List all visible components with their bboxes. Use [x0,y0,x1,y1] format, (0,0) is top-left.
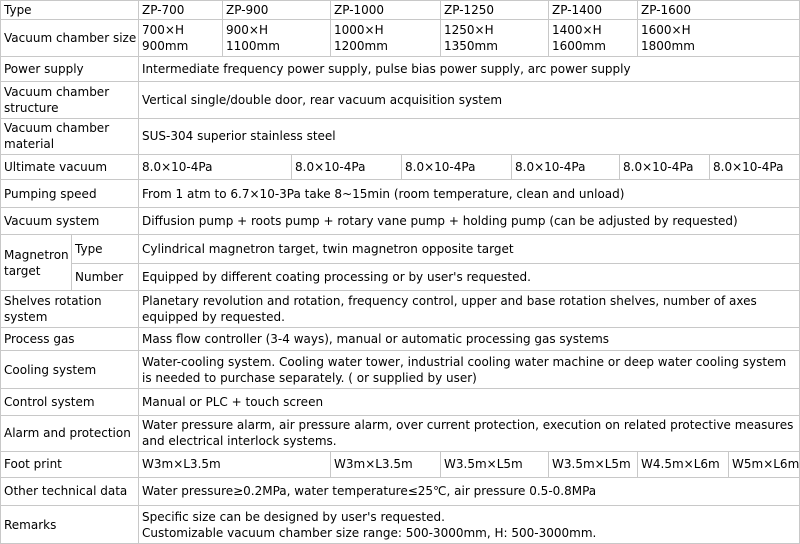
ultimate-vacuum-zp-1000: 8.0×10-4Pa [402,154,512,179]
row-chamber-size [1,20,800,57]
ultimate-vacuum-zp-700: 8.0×10-4Pa [139,154,292,179]
row-remarks [1,506,800,544]
chamber-size-zp-900: 900×H 1100mm [223,20,331,57]
chamber-size-zp-700: 700×H 900mm [139,20,223,57]
row-magnetron-type [1,235,800,264]
label-vacuum-system: Vacuum system [1,207,139,235]
remarks-line-2: Customizable vacuum chamber size range: 500-3000mm, H: 500-3000mm. [142,525,597,540]
ultimate-vacuum-zp-1250: 8.0×10-4Pa [512,154,620,179]
row-cooling-system [1,351,800,389]
chamber-size-zp-1250: 1250×H 1350mm [441,20,549,57]
value-cooling-system: Water-cooling system. Cooling water tower, industrial cooling water machine or deep water cooling system is needed to purchase separately. ( or supplied by user) [139,351,800,389]
row-vacuum-system [1,207,800,235]
value-chamber-material: SUS-304 superior stainless steel [139,119,800,155]
row-alarm-protection [1,415,800,452]
value-chamber-structure: Vertical single/double door, rear vacuum acquisition system [139,82,800,119]
value-other-technical: Water pressure≥0.2MPa, water temperature≤25℃, air pressure 0.5-0.8MPa [139,477,800,506]
row-chamber-material [1,119,800,155]
label-control-system: Control system [1,389,139,415]
label-chamber-material: Vacuum chamber material [1,119,139,155]
foot-print-zp-1600: W5m×L6m [729,452,800,477]
value-pumping-speed: From 1 atm to 6.7×10-3Pa take 8~15min (room temperature, clean and unload) [139,180,800,208]
value-magnetron-type: Cylindrical magnetron target, twin magnetron opposite target [139,235,800,264]
label-alarm-protection: Alarm and protection [1,415,139,452]
value-magnetron-number: Equipped by different coating processing or by user's requested. [139,263,800,291]
row-type [1,1,800,20]
row-magnetron-number [1,263,800,291]
label-magnetron-type: Type [72,235,139,264]
row-foot-print [1,452,800,477]
label-magnetron-number: Number [72,263,139,291]
model-zp-900: ZP-900 [223,1,331,20]
foot-print-zp-700: W3m×L3.5m [139,452,331,477]
label-cooling-system: Cooling system [1,351,139,389]
value-process-gas: Mass flow controller (3-4 ways), manual or automatic processing gas systems [139,327,800,350]
model-zp-700: ZP-700 [139,1,223,20]
label-process-gas: Process gas [1,327,139,350]
label-type: Type [1,1,139,20]
foot-print-zp-1250: W3.5m×L5m [549,452,638,477]
label-foot-print: Foot print [1,452,139,477]
ultimate-vacuum-zp-1600: 8.0×10-4Pa [710,154,800,179]
model-zp-1000: ZP-1000 [331,1,441,20]
row-other-technical [1,477,800,506]
label-ultimate-vacuum: Ultimate vacuum [1,154,139,179]
ultimate-vacuum-zp-900: 8.0×10-4Pa [292,154,402,179]
row-power-supply [1,57,800,82]
value-alarm-protection: Water pressure alarm, air pressure alarm, over current protection, execution on related protective measures and electrical interlock systems. [139,415,800,452]
ultimate-vacuum-zp-1400: 8.0×10-4Pa [620,154,710,179]
chamber-size-zp-1400: 1400×H 1600mm [549,20,638,57]
row-shelves-rotation [1,291,800,328]
label-pumping-speed: Pumping speed [1,180,139,208]
label-magnetron-target: Magnetron target [1,235,72,291]
foot-print-zp-900: W3m×L3.5m [331,452,441,477]
chamber-size-zp-1600: 1600×H 1800mm [638,20,800,57]
label-chamber-structure: Vacuum chamber structure [1,82,139,119]
model-zp-1600: ZP-1600 [638,1,800,20]
value-control-system: Manual or PLC + touch screen [139,389,800,415]
value-remarks [139,506,800,544]
label-chamber-size: Vacuum chamber size [1,20,139,57]
foot-print-zp-1400: W4.5m×L6m [638,452,729,477]
remarks-line-1: Specific size can be designed by user's requested. [142,509,445,524]
label-remarks: Remarks [1,506,139,544]
label-shelves-rotation: Shelves rotation system [1,291,139,328]
row-ultimate-vacuum [1,154,800,179]
value-power-supply: Intermediate frequency power supply, pulse bias power supply, arc power supply [139,57,800,82]
row-control-system [1,389,800,415]
value-shelves-rotation: Planetary revolution and rotation, frequency control, upper and base rotation shelves, number of axes equipped by requested. [139,291,800,328]
value-vacuum-system: Diffusion pump + roots pump + rotary vane pump + holding pump (can be adjusted by requested) [139,207,800,235]
foot-print-zp-1000: W3.5m×L5m [441,452,549,477]
model-zp-1400: ZP-1400 [549,1,638,20]
chamber-size-zp-1000: 1000×H 1200mm [331,20,441,57]
label-power-supply: Power supply [1,57,139,82]
row-pumping-speed [1,180,800,208]
row-chamber-structure [1,82,800,119]
label-other-technical: Other technical data [1,477,139,506]
row-process-gas [1,327,800,350]
model-zp-1250: ZP-1250 [441,1,549,20]
